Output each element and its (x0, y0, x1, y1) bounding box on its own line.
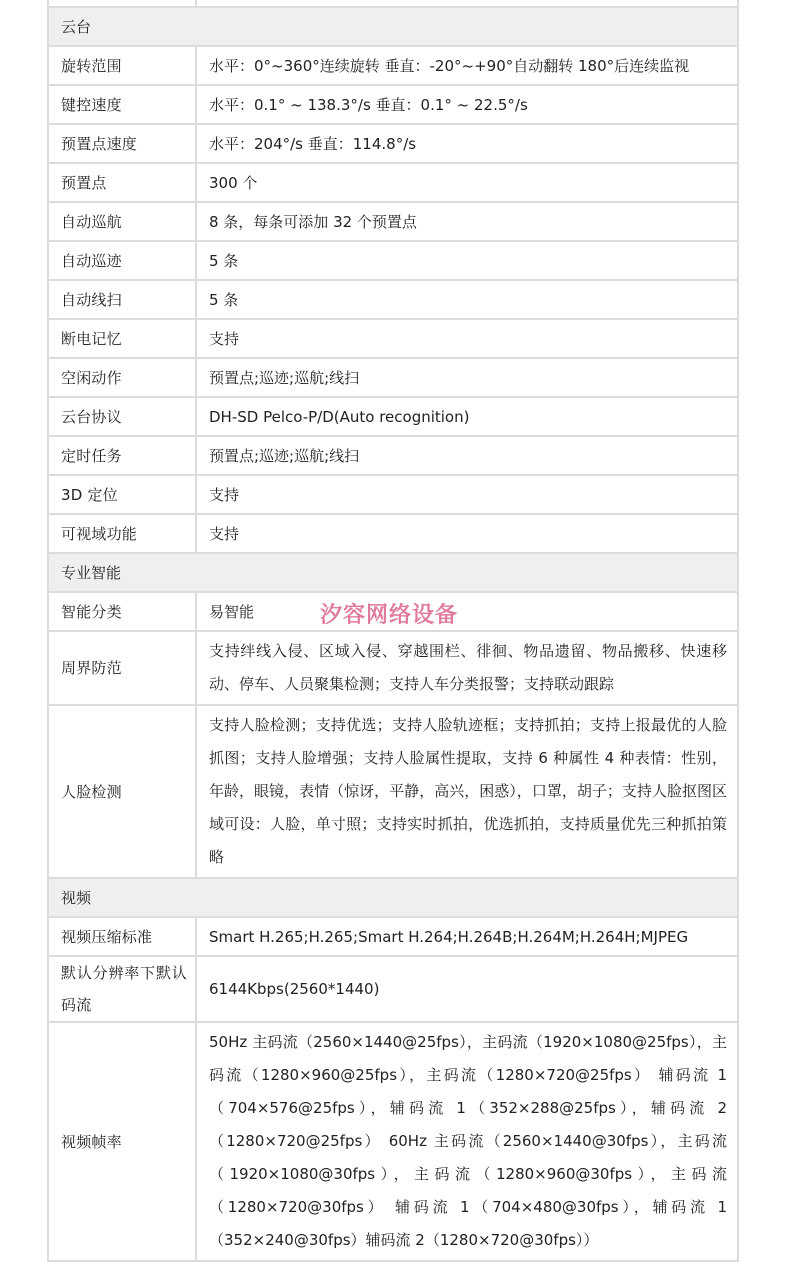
watermark-text: 汐容网络设备 (320, 603, 459, 628)
table-row (48, 1022, 738, 1261)
row-label: 预置点 (48, 163, 196, 202)
table-row (48, 917, 738, 956)
table-row (48, 46, 738, 85)
row-label: 自动线扫 (48, 280, 196, 319)
row-value: 预置点;巡迹;巡航;线扫 (196, 358, 738, 397)
table-row (48, 280, 738, 319)
row-label: 智能分类 (48, 592, 196, 631)
spec-table (47, 0, 739, 1262)
table-row (48, 124, 738, 163)
row-label: 空闲动作 (48, 358, 196, 397)
row-label: 3D 定位 (48, 475, 196, 514)
section-title: 视频 (48, 878, 738, 917)
row-value: 水平：0.1° ~ 138.3°/s 垂直：0.1° ~ 22.5°/s (196, 85, 738, 124)
row-label: 旋转范围 (48, 46, 196, 85)
row-label: 预置点速度 (48, 124, 196, 163)
row-label: 周界防范 (48, 631, 196, 705)
table-row (48, 514, 738, 553)
row-value: Smart H.265;H.265;Smart H.264;H.264B;H.264M;H.264H;MJPEG (196, 917, 738, 956)
table-row (48, 241, 738, 280)
table-row (48, 397, 738, 436)
row-label: 键控速度 (48, 85, 196, 124)
section-header-video (48, 878, 738, 917)
row-label: 可视域功能 (48, 514, 196, 553)
row-value: 8 条，每条可添加 32 个预置点 (196, 202, 738, 241)
row-value: 支持人脸检测；支持优选；支持人脸轨迹框；支持抓拍；支持上报最优的人脸抓图；支持人脸增强；支持人脸属性提取，支持 6 种属性 4 种表情：性别，年龄，眼镜，表情（惊讶，平静，高兴，困惑），口罩，胡子；支持人脸抠图区域可设：人脸，单寸照；支持实时抓拍，优选抓拍，支持质量优先三种抓拍策略 (196, 705, 738, 878)
row-value: 支持 (196, 319, 738, 358)
row-value: 5 条 (196, 280, 738, 319)
row-value: 水平：0°~360°连续旋转 垂直：-20°~+90°自动翻转 180°后连续监视 (196, 46, 738, 85)
table-row (48, 319, 738, 358)
section-header-ptz (48, 7, 738, 46)
table-row (48, 436, 738, 475)
section-header-smart (48, 553, 738, 592)
table-row (48, 163, 738, 202)
row-value: 支持绊线入侵、区域入侵、穿越围栏、徘徊、物品遗留、物品搬移、快速移动、停车、人员聚集检测；支持人车分类报警；支持联动跟踪 (196, 631, 738, 705)
table-row (48, 705, 738, 878)
row-value: 预置点;巡迹;巡航;线扫 (196, 436, 738, 475)
row-value: 6144Kbps(2560*1440) (196, 956, 738, 1022)
row-label: 云台协议 (48, 397, 196, 436)
row-value: 支持 (196, 514, 738, 553)
table-row (48, 956, 738, 1022)
section-title: 专业智能 (48, 553, 738, 592)
row-label: 默认分辨率下默认码流 (48, 956, 196, 1022)
row-value: 水平：204°/s 垂直：114.8°/s (196, 124, 738, 163)
row-label: 人脸检测 (48, 705, 196, 878)
row-label: 视频帧率 (48, 1022, 196, 1261)
row-label: 自动巡迹 (48, 241, 196, 280)
row-label: 自动巡航 (48, 202, 196, 241)
row-value: 5 条 (196, 241, 738, 280)
table-row (48, 358, 738, 397)
table-row (48, 631, 738, 705)
row-value: 50Hz 主码流（2560×1440@25fps），主码流（1920×1080@25fps），主码流（1280×960@25fps），主码流（1280×720@25fps） 辅码流 1（704×576@25fps），辅码流 1（352×288@25fps），辅码流 2（1280×720@25fps） 60Hz 主码流（2560×1440@30fps），主码流（1920×1080@30fps），主码流（1280×960@30fps），主码流（1280×720@30fps） 辅码流 1（704×480@30fps），辅码流 1（352×240@30fps）辅码流 2（1280×720@30fps）） (196, 1022, 738, 1261)
table-row-cut-off (48, 0, 738, 7)
row-label: 视频压缩标准 (48, 917, 196, 956)
table-row (48, 85, 738, 124)
table-row (48, 202, 738, 241)
row-value: 易智能 (196, 592, 738, 631)
row-label: 断电记忆 (48, 319, 196, 358)
row-value: DH-SD Pelco-P/D(Auto recognition) (196, 397, 738, 436)
section-title: 云台 (48, 7, 738, 46)
table-row (48, 475, 738, 514)
row-label: 定时任务 (48, 436, 196, 475)
row-value: 支持 (196, 475, 738, 514)
row-value: 300 个 (196, 163, 738, 202)
